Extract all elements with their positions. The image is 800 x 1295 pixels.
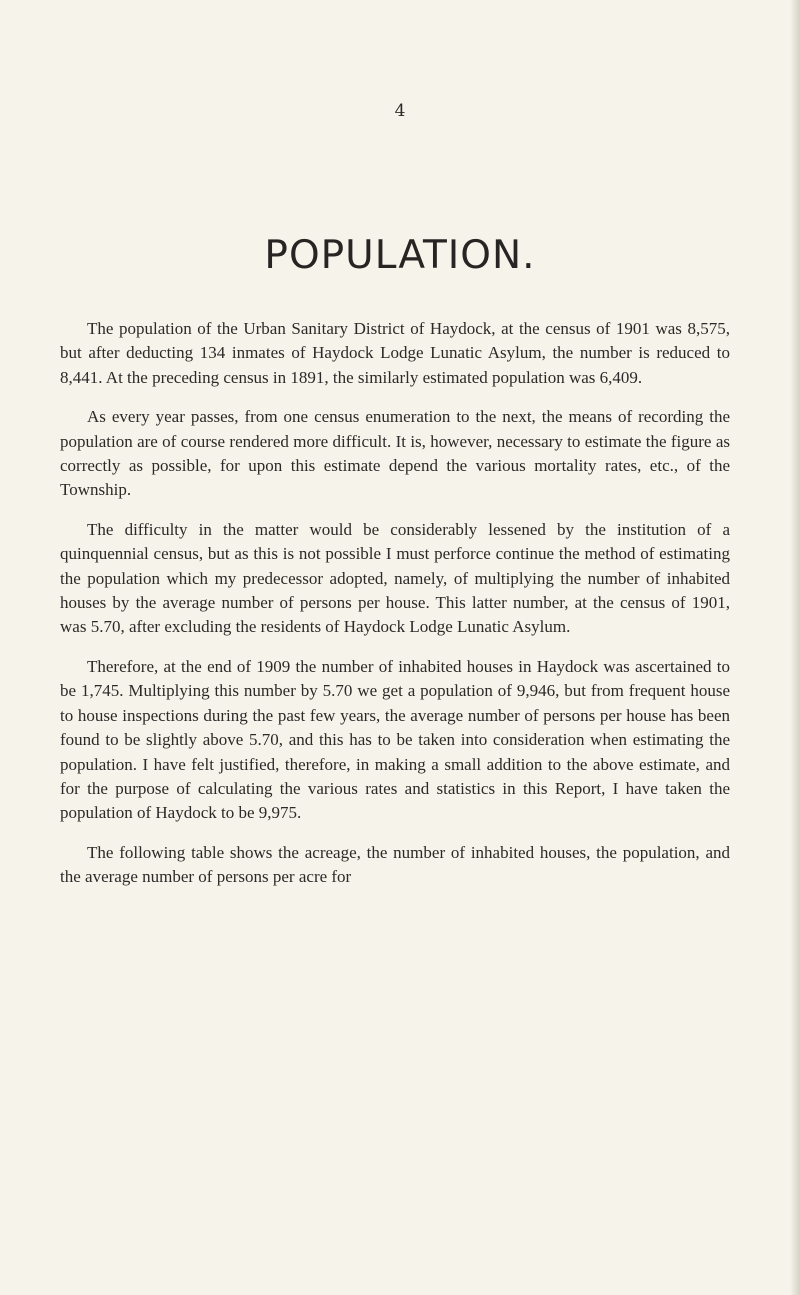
page-title: POPULATION. — [264, 233, 536, 278]
paragraph: The difficulty in the matter would be considerably lessened by the institution of a quinquennial census, but as this is not possible I must perforce continue the method of estimating the population which my predecessor adopted, namely, of multiplying the number of inhabited houses by the average number of persons per house. This latter number, at the census of 1901, was 5.70, after excluding the residents of Haydock Lodge Lunatic Asylum. — [60, 519, 730, 637]
page-number: 4 — [394, 101, 406, 121]
page-edge-shadow — [790, 0, 800, 1295]
paragraph: Therefore, at the end of 1909 the number of inhabited houses in Haydock was ascertained to be 1,745. Multiplying this number by 5.70 we get a population of 9,946, but from frequent house to house inspections during the past few years, the average number of persons per house has been found to be slightly above 5.70, and this has to be taken into consideration when estimating the population. I have felt justified, therefore, in making a small addition to the above estimate, and for the purpose of calculating the various rates and statistics in this Report, I have taken the population of Haydock to be 9,975. — [60, 656, 730, 823]
body-text — [60, 317, 730, 905]
paragraph: The population of the Urban Sanitary District of Haydock, at the census of 1901 was 8,575, but after deducting 134 inmates of Haydock Lodge Lunatic Asylum, the number is reduced to 8,441. At the preceding census in 1891, the similarly estimated population was 6,409. — [60, 319, 730, 387]
paragraph: The following table shows the acreage, the number of inhabited houses, the population, and the average number of persons per acre for — [60, 842, 730, 887]
paragraph: As every year passes, from one census enumeration to the next, the means of recording the population are of course rendered more difficult. It is, however, necessary to estimate the figure as correctly as possible, for upon this estimate depend the various mortality rates, etc., of the Township. — [60, 407, 730, 500]
